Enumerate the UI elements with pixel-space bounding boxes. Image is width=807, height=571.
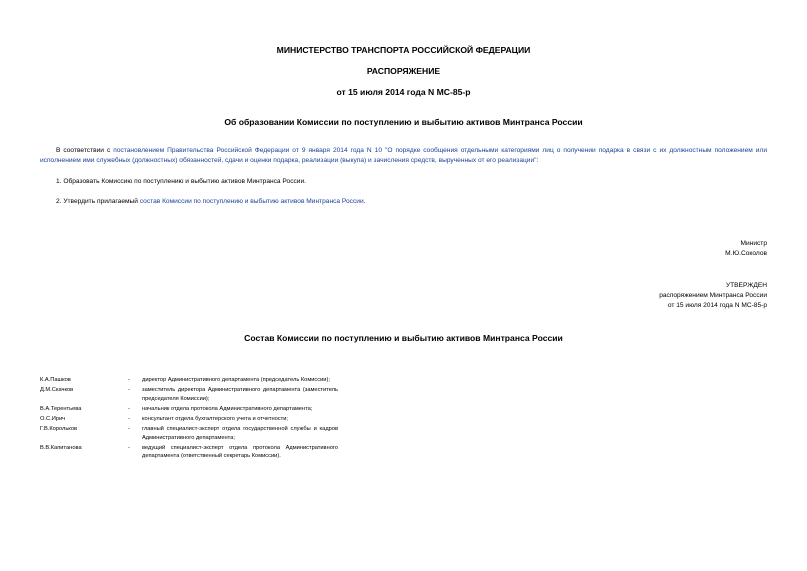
member-name: О.С.Ирич [40, 415, 66, 422]
signature-position: Министр [740, 240, 767, 247]
member-role: начальник отдела протокола Административного департамента; [142, 405, 313, 412]
table-row [40, 376, 338, 386]
approval-block [659, 281, 767, 311]
approval-line-3: от 15 июля 2014 года N МС-85-р [667, 302, 767, 309]
signature-block [725, 239, 767, 259]
member-role: директор Административного департамента (председатель Комиссии); [142, 377, 330, 383]
signature-name: М.Ю.Соколов [725, 250, 767, 257]
member-name: В.В.Капитанова [40, 444, 82, 451]
approval-line-2: распоряжением Минтранса России [659, 292, 767, 299]
government-decree-link[interactable]: постановлением Правительства Российской Федерации от 9 января 2014 года N 10 "О порядке сообщения отдельными категориями лиц о получении подарка в связи с их должностным положением или исполнением ими служебных (должностных) обязанностей, сдачи и оценки подарка, реализации (выкупа) и зачисления средств, вырученных от его реализации" [40, 147, 767, 164]
approval-line-1: УТВЕРЖДЕН [725, 282, 767, 289]
member-dash: - [128, 425, 130, 432]
table-row [40, 386, 338, 405]
order-item-2-prefix: 2. Утвердить прилагаемый [56, 198, 140, 205]
table-row [40, 425, 338, 444]
intro-suffix: : [536, 157, 539, 164]
member-dash: - [128, 377, 130, 383]
intro-paragraph [40, 146, 767, 166]
document-title: Об образовании Комиссии по поступлению и выбытию активов Минтранса России [224, 117, 583, 127]
document-date: от 15 июля 2014 года N МС-85-р [336, 87, 471, 97]
order-item-1: 1. Образовать Комиссию по поступлению и выбытию активов Минтранса России. [56, 178, 307, 185]
member-dash: - [128, 387, 130, 394]
member-role: консультант отдела бухгалтерского учета и отчетности; [142, 415, 288, 422]
table-row [40, 405, 338, 415]
table-row [40, 444, 338, 463]
member-role: ведущий специалист-эксперт отдела протокола Административного департамента (ответственный секретарь Комиссии). [142, 444, 338, 460]
member-name: Д.М.Скачков [40, 387, 74, 394]
members-table [40, 376, 338, 462]
table-row [40, 415, 338, 425]
intro-prefix: В соответствии с [56, 147, 114, 154]
member-name: В.А.Терентьева [40, 405, 82, 412]
order-item-2 [56, 198, 365, 205]
ministry-heading: МИНИСТЕРСТВО ТРАНСПОРТА РОССИЙСКОЙ ФЕДЕРАЦИИ [276, 45, 531, 55]
document-type: РАСПОРЯЖЕНИЕ [366, 66, 441, 76]
member-name: К.А.Пашков [40, 377, 71, 383]
member-dash: - [128, 415, 130, 422]
member-name: Г.В.Корольков [40, 425, 78, 432]
member-role: заместитель директора Административного департамента (заместитель председателя Комиссии); [142, 387, 338, 402]
composition-link[interactable]: состав Комиссии по поступлению и выбытию активов Минтранса России [139, 198, 364, 205]
member-role: главный специалист-эксперт отдела государственной службы и кадров Административного департамента; [142, 425, 338, 441]
order-item-2-suffix: . [363, 198, 366, 205]
composition-title: Состав Комиссии по поступлению и выбытию активов Минтранса России [244, 333, 563, 343]
member-dash: - [128, 405, 130, 412]
member-dash: - [128, 444, 130, 451]
